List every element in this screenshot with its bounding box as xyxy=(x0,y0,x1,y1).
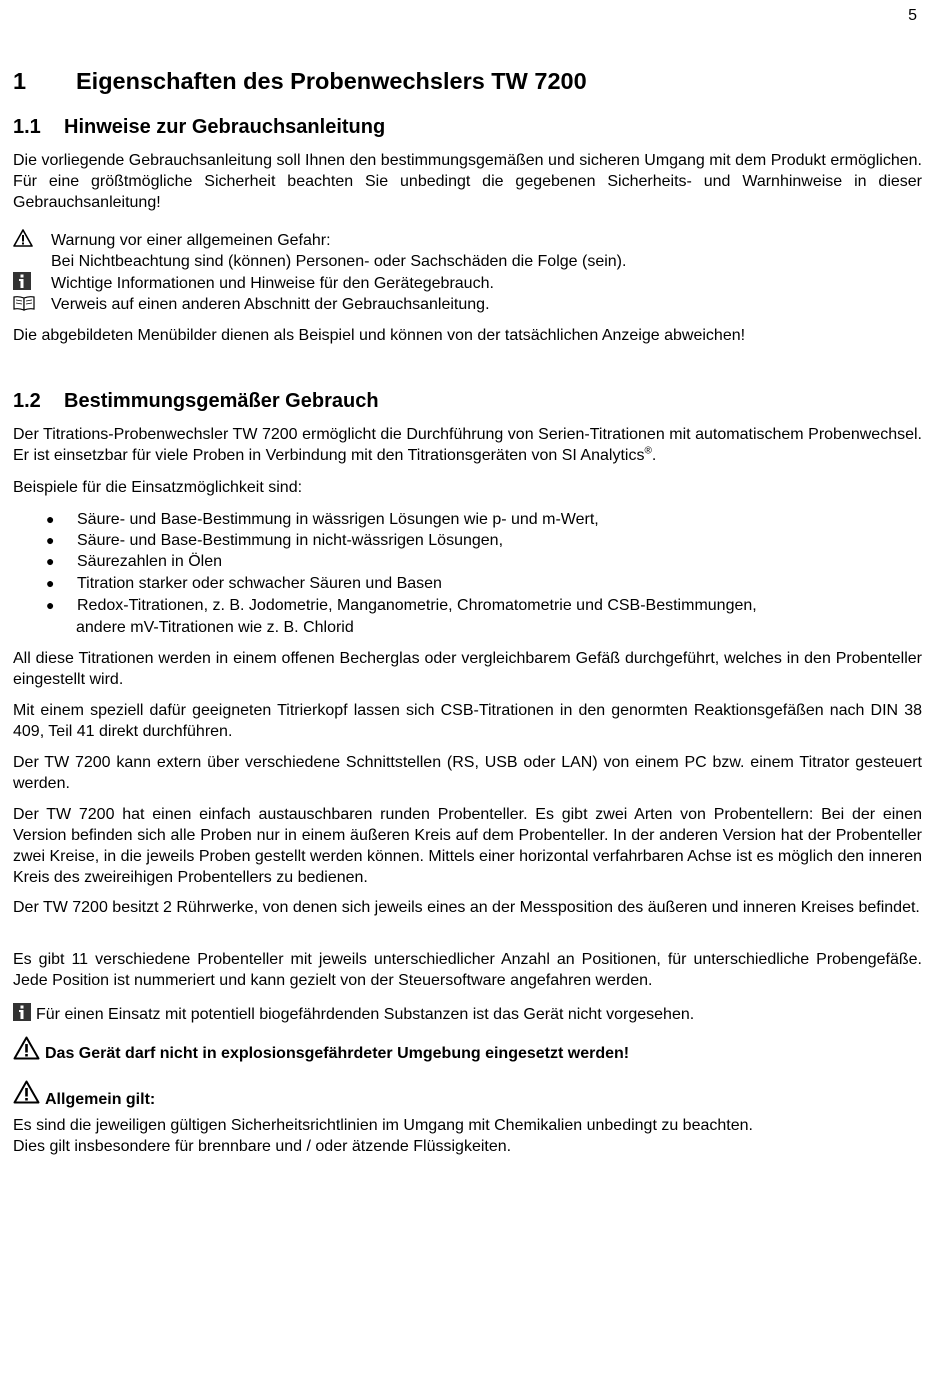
registered-mark: ® xyxy=(644,445,652,457)
general-line-2: Dies gilt insbesondere für brennbare und / oder ätzende Flüssigkeiten. xyxy=(13,1138,512,1155)
list-item: Säurezahlen in Ölen xyxy=(77,553,222,570)
warning-line-2: Bei Nichtbeachtung sind (können) Personen- oder Sachschäden die Folge (sein). xyxy=(51,253,627,270)
warning-icon xyxy=(13,1036,40,1065)
list-item-continuation: andere mV-Titrationen wie z. B. Chlorid xyxy=(76,619,354,636)
usage-paragraph-4: Der TW 7200 kann extern über verschiedene Schnittstellen (RS, USB oder LAN) von einem PC bzw. einem Titrator gesteuert werden. xyxy=(13,754,922,792)
general-heading: Allgemein gilt: xyxy=(45,1091,156,1108)
page-number: 5 xyxy=(908,7,917,24)
book-icon xyxy=(13,295,35,316)
section-heading-1-1 xyxy=(13,116,385,139)
usage-paragraph-7: Es gibt 11 verschiedene Probenteller mit jeweils unterschiedlicher Anzahl an Positionen, für unterschiedliche Probengefäße. Jede Position ist nummeriert und kann gezielt von der Steuersoftware angefahren werden. xyxy=(13,951,922,989)
usage-paragraph-1-text: Der Titrations-Probenwechsler TW 7200 ermöglicht die Durchführung von Serien-Titrationen mit automatischem Probenwechsel. Er ist einsetzbar für viele Proben in Verbindung mit den Titrationsgeräten von SI Analytics xyxy=(13,426,922,464)
usage-paragraph-5: Der TW 7200 hat einen einfach austauschbaren runden Probenteller. Es gibt zwei Arten von Probentellern: Bei der einen Version befinden sich alle Proben nur in einem äußeren Kreis auf dem Probenteller. In der anderen Version hat der Probenteller zwei Kreise, in die jeweils Proben gestellt werden können. Mittels einer horizontal verfahrbaren Achse ist es möglich den inneren Kreis des zweireihigen Probentellers zu bedienen. xyxy=(13,806,922,886)
bullet-marker: ● xyxy=(46,532,55,548)
info-icon xyxy=(13,272,31,295)
bullet-marker: ● xyxy=(46,597,55,613)
bullet-marker: ● xyxy=(46,511,55,527)
chapter-number: 1 xyxy=(13,68,27,94)
explosion-warning: Das Gerät darf nicht in explosionsgefährdeter Umgebung eingesetzt werden! xyxy=(45,1045,630,1062)
chapter-title: Eigenschaften des Probenwechslers TW 7200 xyxy=(76,68,587,94)
intro-paragraph: Die vorliegende Gebrauchsanleitung soll Ihnen den bestimmungsgemäßen und sicheren Umgang mit dem Produkt ermöglichen. Für eine größtmögliche Sicherheit beachten Sie unbedingt die gegebenen Sicherheits- und Warnhinweise in dieser Gebrauchsanleitung! xyxy=(13,152,922,211)
biohazard-note: Für einen Einsatz mit potentiell biogefährdenden Substanzen ist das Gerät nicht vorgesehen. xyxy=(36,1006,695,1023)
usage-paragraph-3: Mit einem speziell dafür geeigneten Titrierkopf lassen sich CSB-Titrationen in den genormten Reaktionsgefäßen nach DIN 38 409, Teil 41 direkt durchführen. xyxy=(13,702,922,740)
general-line-1: Es sind die jeweiligen gültigen Sicherheitsrichtlinien im Umgang mit Chemikalien unbedingt zu beachten. xyxy=(13,1117,753,1134)
reference-line: Verweis auf einen anderen Abschnitt der Gebrauchsanleitung. xyxy=(51,296,490,313)
warning-icon xyxy=(13,229,33,252)
list-item: Säure- und Base-Bestimmung in wässrigen Lösungen wie p- und m-Wert, xyxy=(77,511,599,528)
section-number: 1.1 xyxy=(13,116,41,138)
section-title: Bestimmungsgemäßer Gebrauch xyxy=(64,390,379,412)
usage-paragraph-2: All diese Titrationen werden in einem offenen Becherglas oder vergleichbarem Gefäß durchgeführt, welches in den Probenteller eingestellt wird. xyxy=(13,650,922,688)
info-icon xyxy=(13,1003,31,1026)
bullet-marker: ● xyxy=(46,553,55,569)
section-heading-1-2 xyxy=(13,390,379,413)
chapter-heading xyxy=(13,68,587,95)
section-number: 1.2 xyxy=(13,390,41,412)
usage-paragraph-1 xyxy=(13,424,922,466)
info-line: Wichtige Informationen und Hinweise für den Gerätegebrauch. xyxy=(51,275,494,292)
warning-icon xyxy=(13,1080,40,1109)
section-title: Hinweise zur Gebrauchsanleitung xyxy=(64,116,386,138)
list-item: Redox-Titrationen, z. B. Jodometrie, Manganometrie, Chromatometrie und CSB-Bestimmungen, xyxy=(77,597,757,614)
examples-intro: Beispiele für die Einsatzmöglichkeit sind: xyxy=(13,479,303,496)
list-item: Titration starker oder schwacher Säuren und Basen xyxy=(77,575,442,592)
bullet-marker: ● xyxy=(46,575,55,591)
warning-line-1: Warnung vor einer allgemeinen Gefahr: xyxy=(51,232,331,249)
list-item: Säure- und Base-Bestimmung in nicht-wässrigen Lösungen, xyxy=(77,532,504,549)
usage-paragraph-6: Der TW 7200 besitzt 2 Rührwerke, von denen sich jeweils eines an der Messposition des äußeren und inneren Kreises befindet. xyxy=(13,899,920,916)
menu-note: Die abgebildeten Menübilder dienen als Beispiel und können von der tatsächlichen Anzeige abweichen! xyxy=(13,327,746,344)
usage-paragraph-1-end: . xyxy=(651,447,657,464)
